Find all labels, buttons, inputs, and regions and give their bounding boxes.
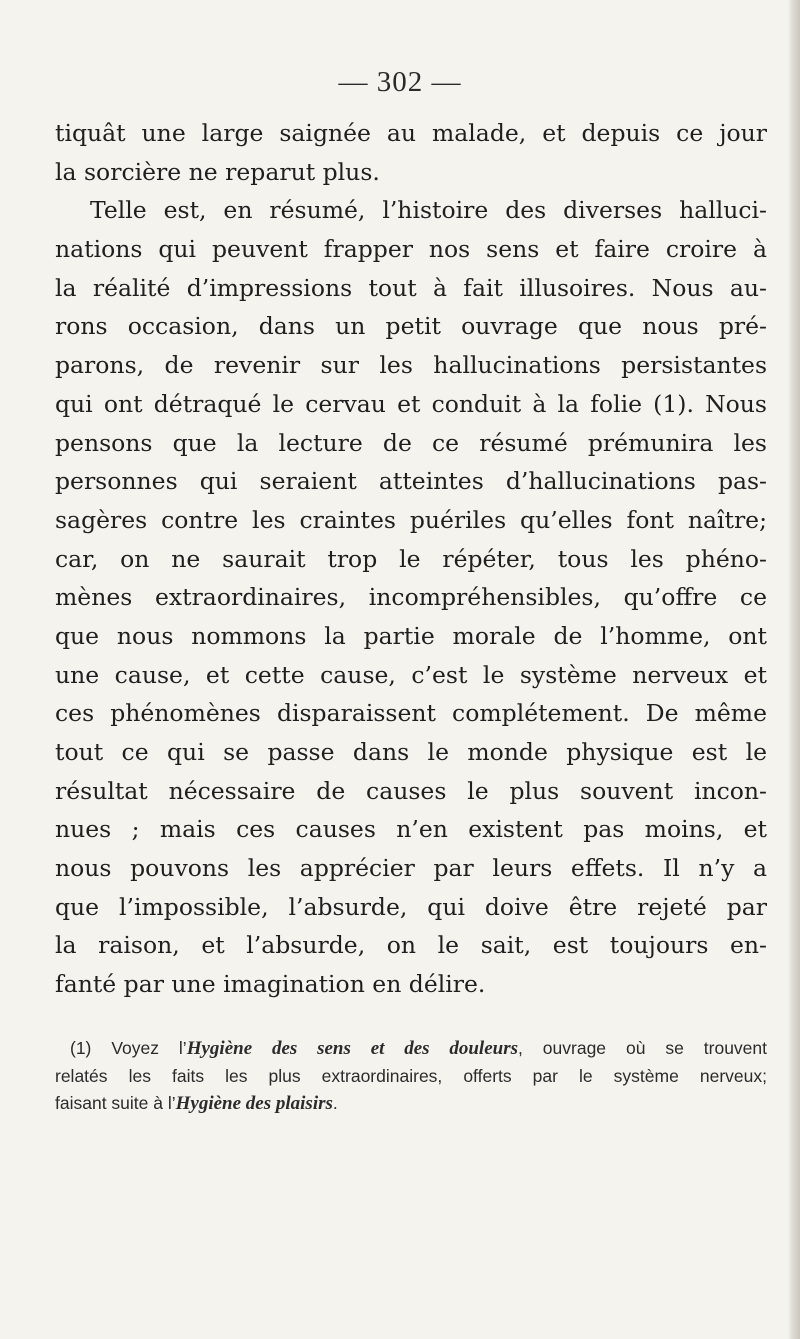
text-line: la raison, et l’absurde, on le sait, est toujours en- [55, 931, 767, 960]
text-line: résultat nécessaire de causes le plus souvent incon- [55, 776, 767, 805]
text-line: une cause, et cette cause, c’est le système nerveux et [55, 660, 767, 689]
text-line: parons, de revenir sur les hallucinations persistantes [55, 351, 767, 380]
text-line: nous pouvons les apprécier par leurs effets. Il n’y a [55, 854, 767, 883]
text-line: tout ce qui se passe dans le monde physique est le [55, 738, 767, 766]
text-line: rons occasion, dans un petit ouvrage que nous pré- [55, 312, 767, 341]
text-line: pensons que la lecture de ce résumé prémunira les [55, 428, 767, 457]
footnote-line: relatés les faits les plus extraordinaires, offerts par le système nerveux; [55, 1065, 767, 1086]
text-line: que nous nommons la partie morale de l’homme, ont [55, 621, 767, 650]
text-line: mènes extraordinaires, incompréhensibles, qu’offre ce [55, 583, 767, 612]
text-line: que l’impossible, l’absurde, qui doive être rejeté par [55, 892, 767, 921]
text-line: car, on ne saurait trop le répéter, tous les phéno- [55, 544, 767, 573]
footnote-line [55, 1090, 767, 1118]
text-line: la réalité d’impressions tout à fait illusoires. Nous au- [55, 273, 767, 302]
footnote [55, 1035, 767, 1118]
text-line: sagères contre les craintes puériles qu’elles font naître; [55, 505, 767, 534]
footnote-text: . [332, 1093, 338, 1113]
text-line: personnes qui seraient atteintes d’hallucinations pas- [55, 467, 767, 496]
text-line: nues ; mais ces causes n’en existent pas moins, et [55, 815, 767, 844]
footnote-text: (1) Voyez l’ [70, 1038, 187, 1058]
text-line: fanté par une imagination en délire. [55, 970, 486, 999]
footnote-book-title: Hygiène des sens et des douleurs [186, 1038, 518, 1059]
footnote-text: faisant suite à l’ [55, 1093, 176, 1113]
text-line: nations qui peuvent frapper nos sens et faire croire à [55, 235, 767, 264]
body-text [55, 114, 767, 1004]
text-line: tiquât une large saignée au malade, et depuis ce jour [55, 119, 767, 147]
text-line: Telle est, en résumé, l’histoire des diverses halluci- [90, 196, 767, 225]
footnote-text: , ouvrage où se trouvent [518, 1038, 767, 1058]
footnote-line [55, 1035, 767, 1063]
footnote-book-title: Hygiène des plaisirs [175, 1093, 333, 1114]
text-line: la sorcière ne reparut plus. [55, 157, 380, 186]
page-number: — 302 — [338, 66, 462, 98]
text-line: ces phénomènes disparaissent complétement. De même [55, 699, 767, 728]
page-edge-shadow [788, 0, 800, 1339]
text-line: qui ont détraqué le cervau et conduit à la folie (1). Nous [55, 389, 767, 418]
